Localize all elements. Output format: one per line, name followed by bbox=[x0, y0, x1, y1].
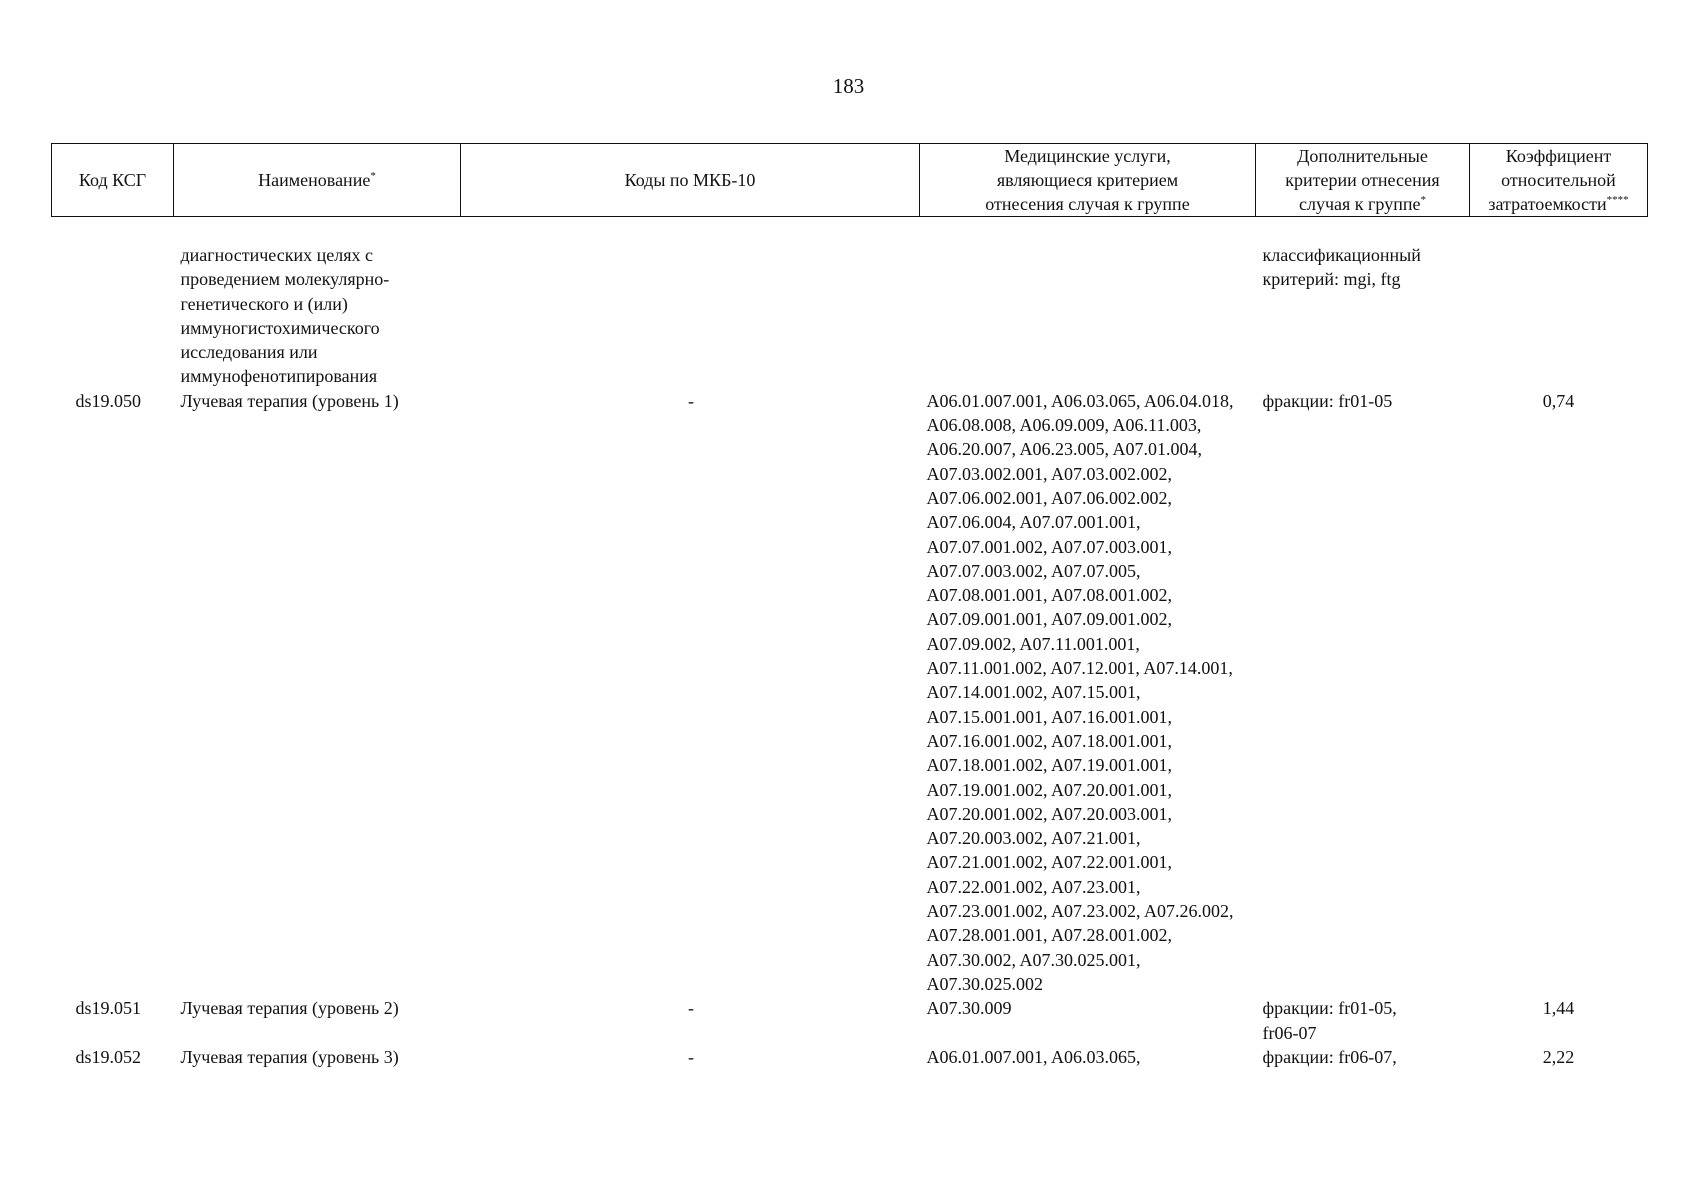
table-row bbox=[52, 996, 1648, 1045]
header-code: Код КСГ bbox=[52, 144, 174, 217]
cell-code: ds19.052 bbox=[75, 1046, 142, 1067]
cell-icd: - bbox=[688, 998, 694, 1019]
cell-name: Лучевая терапия (уровень 1) bbox=[180, 390, 399, 411]
table-row bbox=[52, 243, 1648, 389]
header-name: Наименование* bbox=[174, 144, 461, 217]
cell-additional: классификационный критерий: mgi, ftg bbox=[1262, 245, 1421, 290]
table-row bbox=[52, 389, 1648, 996]
cell-services: A06.01.007.001, A06.03.065, A06.04.018, A06.08.008, A06.09.009, A06.11.003, A06.20.007, A06.23.005, A07.01.004, A07.03.002.001, A07.03.002.002, A07.06.002.001, A07.06.002.002, A07.06.004, A07.07.001.001, A07.07.001.002, A07.07.003.001, A07.07.003.002, A07.07.005, A07.08.001.001, A07.08.001.002, A07.09.001.001, A07.09.001.002, A07.09.002, A07.11.001.001, A07.11.001.002, A07.12.001, A07.14.001, A07.14.001.002, A07.15.001, A07.15.001.001, A07.16.001.001, A07.16.001.002, A07.18.001.001, A07.18.001.002, A07.19.001.001, A07.19.001.002, A07.20.001.001, A07.20.001.002, A07.20.003.001, A07.20.003.002, A07.21.001, A07.21.001.002, A07.22.001.001, A07.22.001.002, A07.23.001, A07.23.001.002, A07.23.002, A07.26.002, A07.28.001.001, A07.28.001.002, A07.30.002, A07.30.025.001, A07.30.025.002 bbox=[926, 390, 1234, 994]
cell-icd bbox=[461, 243, 920, 389]
cell-additional: фракции: fr01-05 bbox=[1262, 390, 1393, 411]
cell-code bbox=[52, 243, 174, 389]
cell-coefficient bbox=[1470, 243, 1648, 389]
cell-coefficient: 0,74 bbox=[1542, 390, 1575, 411]
cell-coefficient: 1,44 bbox=[1542, 998, 1575, 1019]
header-icd: Коды по МКБ-10 bbox=[461, 144, 920, 217]
cell-services: A07.30.009 bbox=[926, 998, 1012, 1019]
page-number: 183 bbox=[832, 74, 865, 98]
cell-code: ds19.051 bbox=[75, 998, 142, 1019]
header-coefficient-mark: **** bbox=[1606, 194, 1629, 206]
header-name-mark: * bbox=[370, 170, 376, 182]
cell-services: A06.01.007.001, A06.03.065, bbox=[926, 1046, 1141, 1067]
cell-name: Лучевая терапия (уровень 3) bbox=[180, 1046, 399, 1067]
header-coefficient: Коэффициент относительной затратоемкости**** bbox=[1470, 144, 1648, 217]
header-additional-mark: * bbox=[1420, 194, 1426, 206]
header-additional: Дополнительные критерии отнесения случая к группе* bbox=[1256, 144, 1470, 217]
cell-icd: - bbox=[688, 1046, 694, 1067]
header-services: Медицинские услуги, являющиеся критерием отнесения случая к группе bbox=[920, 144, 1256, 217]
table-header-row bbox=[52, 144, 1648, 217]
cell-icd: - bbox=[688, 390, 694, 411]
cell-additional: фракции: fr01-05, fr06-07 bbox=[1262, 998, 1397, 1043]
cell-code: ds19.050 bbox=[75, 390, 142, 411]
cell-additional: фракции: fr06-07, bbox=[1262, 1046, 1397, 1067]
ksg-table bbox=[51, 143, 1648, 1069]
spacer-row bbox=[52, 217, 1648, 244]
cell-coefficient: 2,22 bbox=[1542, 1046, 1575, 1067]
cell-name: Лучевая терапия (уровень 2) bbox=[180, 998, 399, 1019]
table-row bbox=[52, 1045, 1648, 1069]
cell-services bbox=[920, 243, 1256, 389]
cell-name: диагностических целях с проведением молекулярно-генетического и (или) иммуногистохимического исследования или иммунофенотипирования bbox=[180, 245, 390, 387]
